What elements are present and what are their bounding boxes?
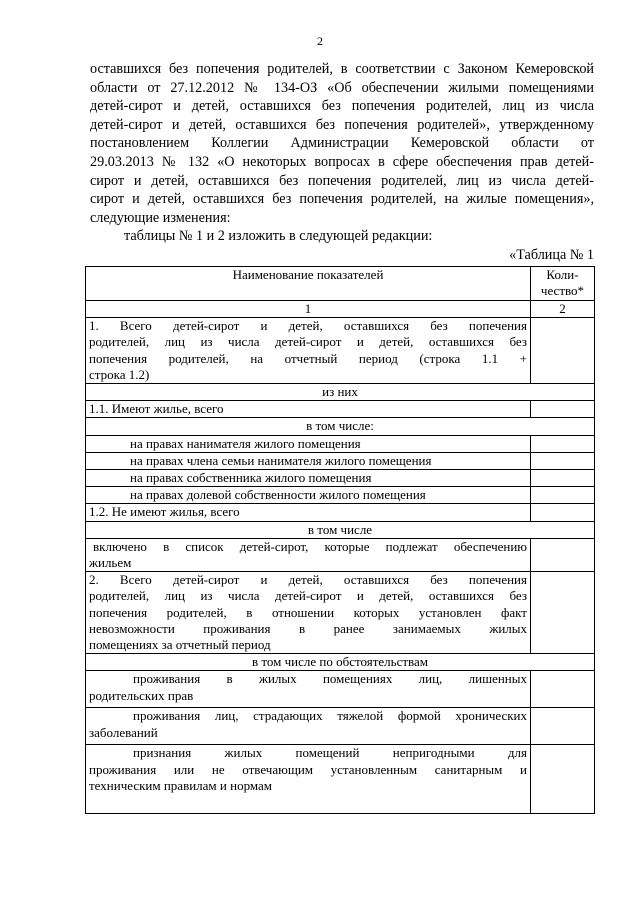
row-label: на правах нанимателя жилого помещения: [86, 435, 531, 452]
subheader: в том числе:: [86, 418, 595, 435]
value-cell: [531, 452, 595, 469]
table-row: [86, 538, 595, 571]
subheader: в том числе: [86, 521, 595, 538]
intro-line: следующие изменения:: [90, 209, 231, 226]
intro-line: постановлением Коллегии Администрации Кемеровской области от: [90, 135, 594, 152]
subheader: из них: [86, 384, 595, 401]
table-caption: «Таблица № 1: [509, 246, 594, 263]
intro-line: области от 27.12.2012 № 134-ОЗ «Об обеспечении жилыми помещениями: [90, 79, 594, 96]
subheader-row: [86, 384, 595, 401]
instruction-line: таблицы № 1 и 2 изложить в следующей редакции:: [124, 228, 433, 245]
value-cell: [531, 504, 595, 521]
value-cell: [531, 470, 595, 487]
header-quantity: Коли- чество*: [531, 267, 595, 301]
row-label: 1.1. Имеют жилье, всего: [86, 401, 531, 418]
intro-line: сирот и детей, оставшихся без попечения родителей, лиц из числа детей-: [90, 172, 594, 189]
value-cell: [531, 745, 595, 814]
table-row: [86, 671, 595, 708]
row-label: на правах члена семьи нанимателя жилого помещения: [86, 452, 531, 469]
value-cell: [531, 401, 595, 418]
row-label: 1. Всего детей-сирот и детей, оставшихся без попечения родителей, лиц из числа детей-сирот и детей, оставшихся без попечения родителей, на отчетный период (строка 1.1 + строка 1.2): [86, 318, 531, 384]
column-number: 1: [86, 301, 531, 318]
column-number: 2: [531, 301, 595, 318]
value-cell: [531, 671, 595, 708]
page-number: 2: [317, 34, 323, 48]
row-label: включено в список детей-сирот, которые подлежат обеспечению жильем: [86, 538, 531, 571]
intro-line: сирот и детей, оставшихся без попечения родителей, на жилые помещения»,: [90, 191, 594, 208]
header-indicators: Наименование показателей: [86, 267, 531, 301]
intro-line: 29.03.2013 № 132 «О некоторых вопросах в сфере обеспечения прав детей-: [90, 153, 594, 170]
value-cell: [531, 708, 595, 745]
row-label: 1.2. Не имеют жилья, всего: [86, 504, 531, 521]
row-label: проживания в жилых помещениях лиц, лишенных родительских прав: [86, 671, 531, 708]
subheader-row: [86, 521, 595, 538]
intro-line: оставшихся без попечения родителей, в соответствии с Законом Кемеровской: [90, 61, 594, 77]
table-row: [86, 487, 595, 504]
row-label: на правах собственника жилого помещения: [86, 470, 531, 487]
value-cell: [531, 487, 595, 504]
table-header-row: [86, 267, 595, 301]
row-label: проживания лиц, страдающих тяжелой формой хронических заболеваний: [86, 708, 531, 745]
table-row: [86, 318, 595, 384]
table-row: [86, 435, 595, 452]
subheader-row: [86, 654, 595, 671]
value-cell: [531, 572, 595, 654]
table-row: [86, 452, 595, 469]
value-cell: [531, 538, 595, 571]
indicators-table: [85, 266, 595, 814]
table-row: [86, 401, 595, 418]
intro-paragraph: [90, 60, 594, 265]
table-row: [86, 572, 595, 654]
value-cell: [531, 318, 595, 384]
intro-line: детей-сирот и детей, оставшихся без попечения родителей», утвержденному: [90, 116, 594, 133]
table-row: [86, 708, 595, 745]
table-row: [86, 504, 595, 521]
table-row: [86, 470, 595, 487]
subheader: в том числе по обстоятельствам: [86, 654, 595, 671]
subheader-row: [86, 418, 595, 435]
table-row: [86, 745, 595, 814]
intro-line: детей-сирот и детей, оставшихся без попечения родителей, лиц из числа: [90, 98, 594, 115]
row-label: на правах долевой собственности жилого помещения: [86, 487, 531, 504]
column-number-row: [86, 301, 595, 318]
row-label: признания жилых помещений непригодными для проживания или не отвечающим установленным санитарным и техническим правилам и нормам: [86, 745, 531, 814]
row-label: 2. Всего детей-сирот и детей, оставшихся без попечения родителей, лиц из числа детей-сирот и детей, оставшихся без попечения родителей, в отношении которых установлен факт невозможности проживания в ранее занимаемых жилых помещениях за отчетный период: [86, 572, 531, 654]
value-cell: [531, 435, 595, 452]
